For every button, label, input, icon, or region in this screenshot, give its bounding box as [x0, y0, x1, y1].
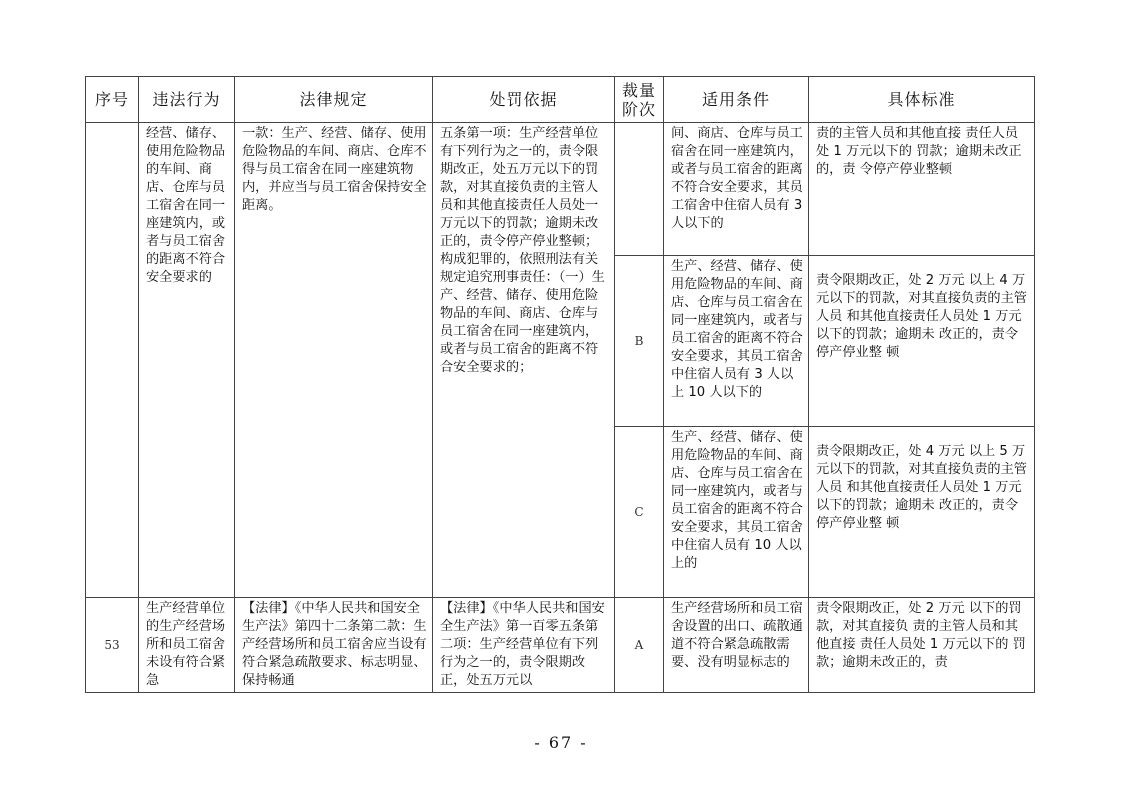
condition-cell: [664, 427, 809, 598]
header-penalty-basis: 处罚依据: [433, 77, 615, 123]
violation-text: 生产经营单位的生产经营场所和员工宿舍未设有符合紧急: [146, 601, 226, 688]
legal-provision-cell: [235, 598, 433, 693]
page-number: - 67 -: [534, 733, 588, 752]
legal-provision-text: 一款：生产、经营、储存、使用危险物品的车间、商店、仓库不得与员工宿舍在同一座建筑物内，并应当与员工宿舍保持安全距离。: [242, 126, 427, 213]
violation-cell: [139, 598, 235, 693]
discretion-level: B: [615, 256, 664, 427]
row-number: 53: [86, 598, 139, 693]
condition-cell: [664, 123, 809, 256]
discretion-level: A: [615, 598, 664, 693]
table-row: [86, 123, 1035, 256]
penalty-basis-cell: [433, 123, 615, 598]
standard-cell: [809, 598, 1035, 693]
discretion-level: [615, 123, 664, 256]
row-number: [86, 123, 139, 598]
standard-text: 责令限期改正，处 2 万元 以下的罚款，对其直接负 责的主管人员和其他直接 责任人员处 1 万元以下的 罚款；逾期未改正的，责: [816, 601, 1026, 670]
header-applicable-conditions: 适用条件: [664, 77, 809, 123]
violation-text: 经营、储存、使用危险物品的车间、商店、仓库与员工宿舍在同一座建筑内，或者与员工宿舍的距离不符合安全要求的: [146, 126, 226, 285]
condition-text: 生产经营场所和员工宿舍设置的出口、疏散通道不符合紧急疏散需要、没有明显标志的: [671, 601, 803, 670]
standard-text: 责的主管人员和其他直接 责任人员处 1 万元以下的 罚款；逾期未改正的，责 令停产停业整顿: [816, 126, 1022, 177]
table-row: [86, 598, 1035, 693]
header-legal-provision: 法律规定: [235, 77, 433, 123]
header-discretion-level: 裁量 阶次: [615, 77, 664, 123]
penalty-basis-cell: [433, 598, 615, 693]
standard-cell: [809, 123, 1035, 256]
standard-cell: [809, 256, 1035, 427]
penalty-basis-text: 【法律】《中华人民共和国安全生产法》第一百零五条第二项：生产经营单位有下列行为之一的，责令限期改正，处五万元以: [440, 601, 605, 688]
header-specific-standard: 具体标准: [809, 77, 1035, 123]
penalty-standards-table: [85, 76, 1035, 693]
standard-cell: [809, 427, 1035, 598]
condition-text: 生产、经营、储存、使用危险物品的车间、商店、仓库与员工宿舍在同一座建筑内，或者与员工宿舍的距离不符合安全要求，其员工宿舍中住宿人员有 10 人以上的: [671, 430, 803, 571]
condition-cell: [664, 598, 809, 693]
condition-text: 间、商店、仓库与员工宿舍在同一座建筑内，或者与员工宿舍的距离不符合安全要求，其员工宿舍中住宿人员有 3 人以下的: [671, 126, 803, 231]
header-violation: 违法行为: [139, 77, 235, 123]
header-number: 序号: [86, 77, 139, 123]
standard-text: 责令限期改正，处 2 万元 以上 4 万元以下的罚款，对其直接负责的主管人员 和其他直接责任人员处 1 万元以下的罚款；逾期未 改正的，责令停产停业整 顿: [816, 273, 1027, 360]
violation-cell: [139, 123, 235, 598]
legal-provision-cell: [235, 123, 433, 598]
discretion-level: C: [615, 427, 664, 598]
legal-provision-text: 【法律】《中华人民共和国安全生产法》第四十二条第二款：生产经营场所和员工宿舍应当设有符合紧急疏散要求、标志明显、保持畅通: [242, 601, 427, 688]
penalty-basis-text: 五条第一项：生产经营单位有下列行为之一的，责令限期改正，处五万元以下的罚款，对其直接负责的主管人员和其他直接责任人员处一万元以下的罚款；逾期未改正的，责令停产停业整顿；构成犯罪的，依照刑法有关规定追究刑事责任：（一）生产、经营、储存、使用危险物品的车间、商店、仓库与员工宿舍在同一座建筑内，或者与员工宿舍的距离不符合安全要求的；: [440, 126, 605, 375]
condition-text: 生产、经营、储存、使用危险物品的车间、商店、仓库与员工宿舍在同一座建筑内，或者与员工宿舍的距离不符合安全要求，其员工宿舍中住宿人员有 3 人以上 10 人以下的: [671, 259, 803, 400]
standard-text: 责令限期改正，处 4 万元 以上 5 万元以下的罚款，对其直接负责的主管人员 和其他直接责任人员处 1 万元以下的罚款；逾期未 改正的，责令停产停业整 顿: [816, 444, 1027, 531]
condition-cell: [664, 256, 809, 427]
table-header-row: [86, 77, 1035, 123]
